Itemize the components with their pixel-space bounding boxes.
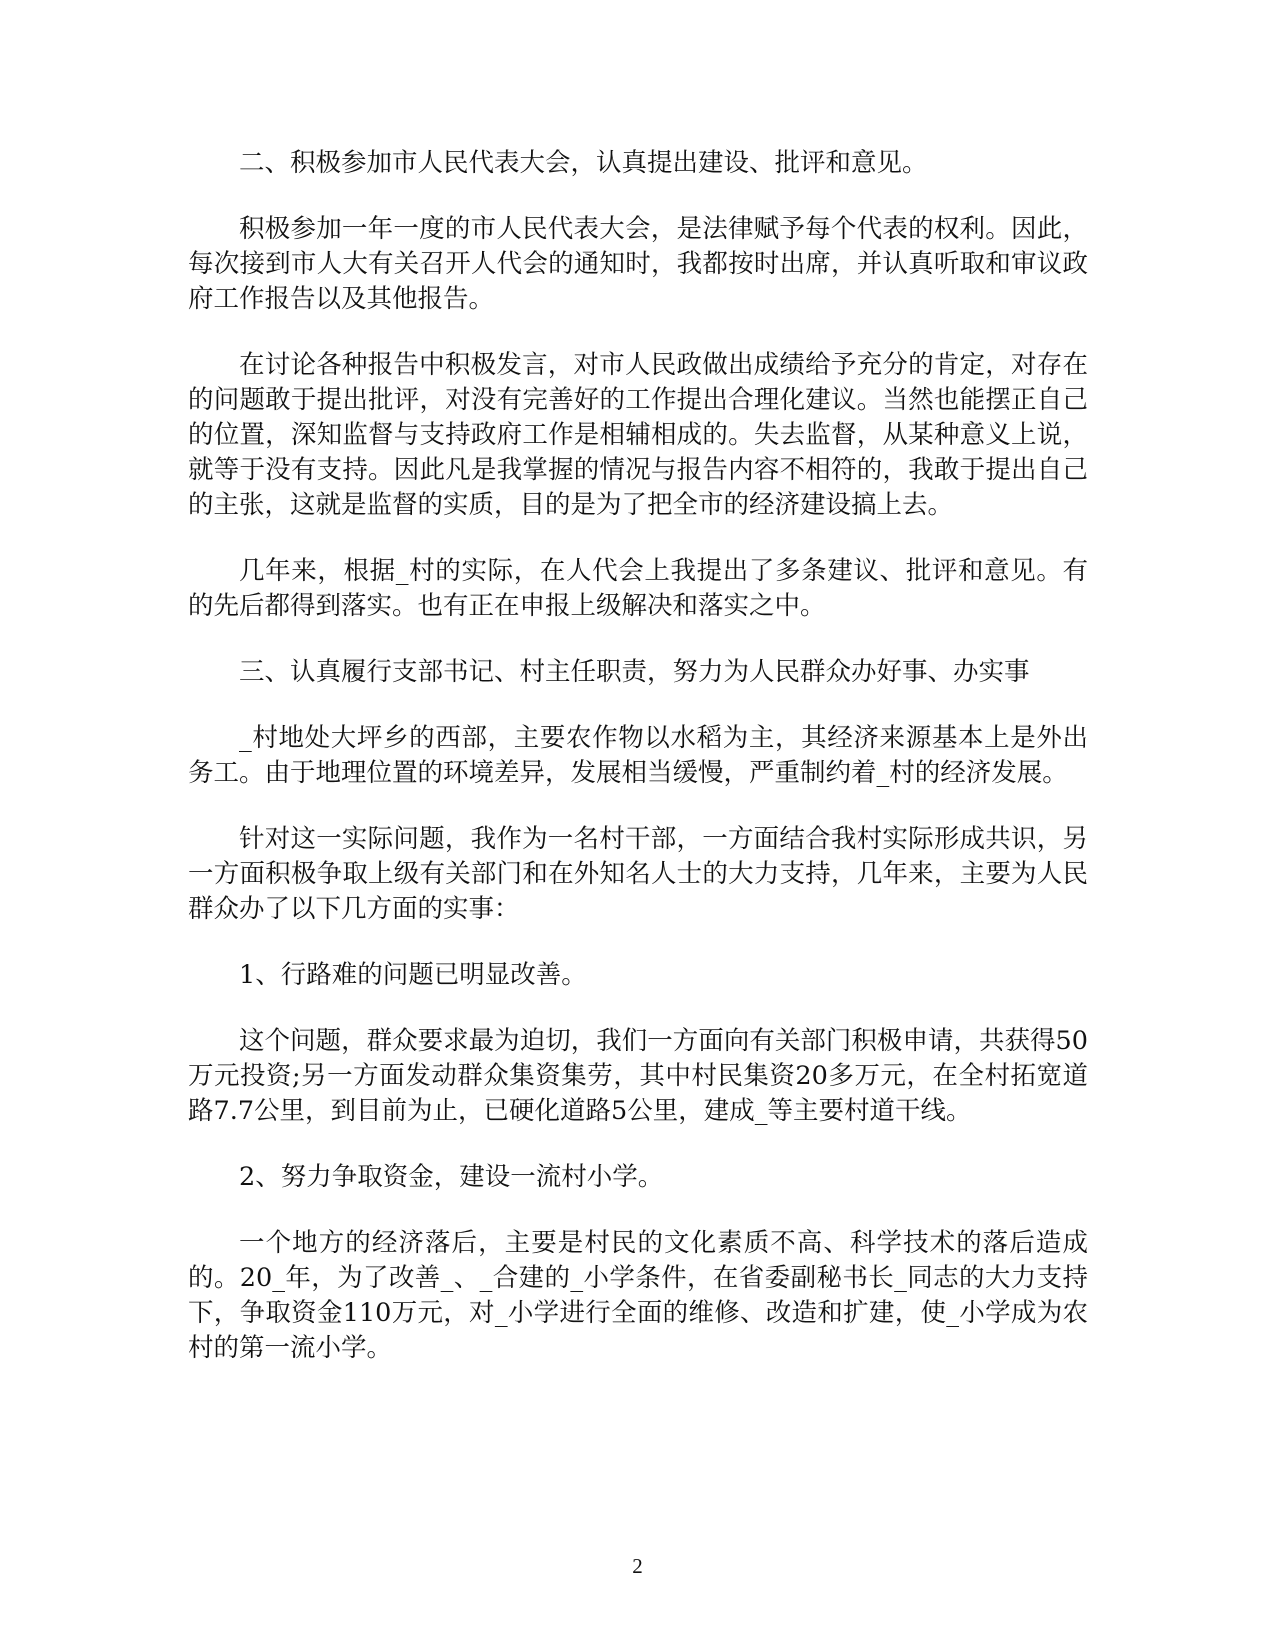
paragraph: _村地处大坪乡的西部，主要农作物以水稻为主，其经济来源基本上是外出务工。由于地理位置的环境差异，发展相当缓慢，严重制约着_村的经济发展。 (188, 723, 1088, 788)
heading-section-three: 三、认真履行支部书记、村主任职责，努力为人民群众办好事、办实事 (239, 657, 1030, 687)
document-body (188, 146, 1088, 1397)
heading-section-two: 二、积极参加市人民代表大会，认真提出建设、批评和意见。 (239, 148, 928, 178)
paragraph: 积极参加一年一度的市人民代表大会，是法律赋予每个代表的权利。因此，每次接到市人大有关召开人代会的通知时，我都按时出席，并认真听取和审议政府工作报告以及其他报告。 (188, 214, 1088, 314)
paragraph: 这个问题，群众要求最为迫切，我们一方面向有关部门积极申请，共获得50万元投资;另一方面发动群众集资集劳，其中村民集资20多万元，在全村拓宽道路7.7公里，到目前为止，已硬化道路5公里，建成_等主要村道干线。 (188, 1026, 1088, 1126)
list-heading-item-1: 1、行路难的问题已明显改善。 (239, 960, 587, 990)
paragraph: 针对这一实际问题，我作为一名村干部，一方面结合我村实际形成共识，另一方面积极争取上级有关部门和在外知名人士的大力支持，几年来，主要为人民群众办了以下几方面的实事： (188, 824, 1088, 924)
page-number: 2 (632, 1554, 643, 1578)
paragraph: 一个地方的经济落后，主要是村民的文化素质不高、科学技术的落后造成的。20_年，为了改善_、_合建的_小学条件，在省委副秘书长_同志的大力支持下，争取资金110万元，对_小学进行全面的维修、改造和扩建，使_小学成为农村的第一流小学。 (188, 1228, 1088, 1363)
paragraph: 在讨论各种报告中积极发言，对市人民政做出成绩给予充分的肯定，对存在的问题敢于提出批评，对没有完善好的工作提出合理化建议。当然也能摆正自己的位置，深知监督与支持政府工作是相辅相成的。失去监督，从某种意义上说，就等于没有支持。因此凡是我掌握的情况与报告内容不相符的，我敢于提出自己的主张，这就是监督的实质，目的是为了把全市的经济建设搞上去。 (188, 350, 1088, 520)
paragraph: 几年来，根据_村的实际，在人代会上我提出了多条建议、批评和意见。有的先后都得到落实。也有正在申报上级解决和落实之中。 (188, 556, 1088, 621)
list-heading-item-2: 2、努力争取资金，建设一流村小学。 (239, 1162, 664, 1192)
